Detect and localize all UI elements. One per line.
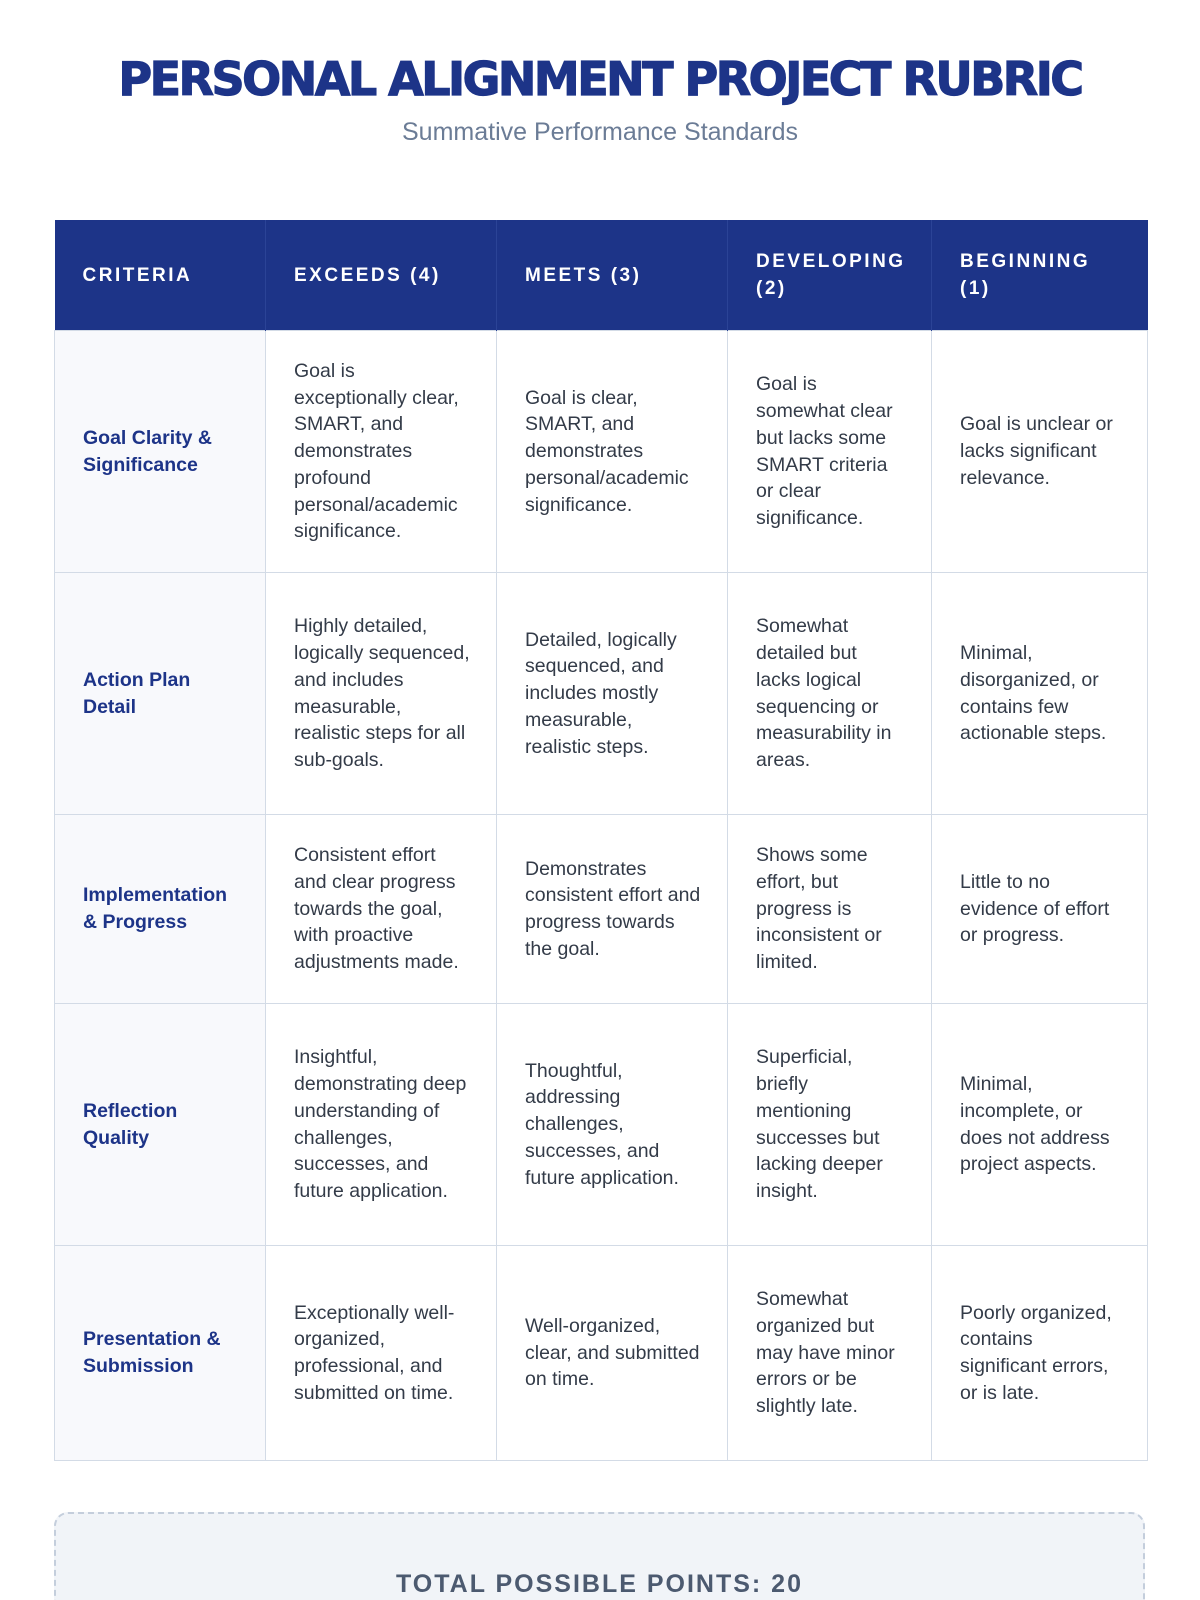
table-header-row <box>55 220 1148 331</box>
beginning-cell: Minimal, incomplete, or does not address project aspects. <box>932 1004 1148 1246</box>
meets-cell: Detailed, logically sequenced, and includes mostly measurable, realistic steps. <box>497 573 728 815</box>
meets-cell: Well-organized, clear, and submitted on time. <box>497 1246 728 1461</box>
exceeds-cell: Highly detailed, logically sequenced, and includes measurable, realistic steps for all sub-goals. <box>266 573 497 815</box>
developing-cell: Somewhat organized but may have minor errors or be slightly late. <box>728 1246 932 1461</box>
rubric-table <box>54 220 1148 1461</box>
criterion-cell: Implementation & Progress <box>55 815 266 1004</box>
exceeds-cell: Exceptionally well-organized, professional, and submitted on time. <box>266 1246 497 1461</box>
column-header-criteria: CRITERIA <box>55 220 266 331</box>
beginning-cell: Minimal, disorganized, or contains few actionable steps. <box>932 573 1148 815</box>
criterion-cell: Action Plan Detail <box>55 573 266 815</box>
total-points-label: TOTAL POSSIBLE POINTS: 20 <box>395 1570 803 1598</box>
column-header-meets: MEETS (3) <box>497 220 728 331</box>
criterion-cell: Presentation & Submission <box>55 1246 266 1461</box>
table-row <box>55 573 1148 815</box>
meets-cell: Goal is clear, SMART, and demonstrates personal/academic significance. <box>497 331 728 573</box>
total-points-box <box>54 1512 1145 1600</box>
developing-cell: Goal is somewhat clear but lacks some SMART criteria or clear significance. <box>728 331 932 573</box>
exceeds-cell: Goal is exceptionally clear, SMART, and demonstrates profound personal/academic significance. <box>266 331 497 573</box>
table-row <box>55 815 1148 1004</box>
beginning-cell: Poorly organized, contains significant errors, or is late. <box>932 1246 1148 1461</box>
meets-cell: Thoughtful, addressing challenges, successes, and future application. <box>497 1004 728 1246</box>
criterion-cell: Reflection Quality <box>55 1004 266 1246</box>
exceeds-cell: Consistent effort and clear progress towards the goal, with proactive adjustments made. <box>266 815 497 1004</box>
beginning-cell: Goal is unclear or lacks significant relevance. <box>932 331 1148 573</box>
meets-cell: Demonstrates consistent effort and progress towards the goal. <box>497 815 728 1004</box>
table-row <box>55 1246 1148 1461</box>
developing-cell: Somewhat detailed but lacks logical sequencing or measurability in areas. <box>728 573 932 815</box>
column-header-developing: DEVELOPING (2) <box>728 220 932 331</box>
exceeds-cell: Insightful, demonstrating deep understanding of challenges, successes, and future application. <box>266 1004 497 1246</box>
column-header-beginning: BEGINNING (1) <box>932 220 1148 331</box>
page-title: PERSONAL ALIGNMENT PROJECT RUBRIC <box>118 52 1082 106</box>
developing-cell: Shows some effort, but progress is inconsistent or limited. <box>728 815 932 1004</box>
criterion-cell: Goal Clarity & Significance <box>55 331 266 573</box>
table-row <box>55 331 1148 573</box>
beginning-cell: Little to no evidence of effort or progress. <box>932 815 1148 1004</box>
column-header-exceeds: EXCEEDS (4) <box>266 220 497 331</box>
developing-cell: Superficial, briefly mentioning successes but lacking deeper insight. <box>728 1004 932 1246</box>
page-subtitle: Summative Performance Standards <box>401 118 798 146</box>
table-row <box>55 1004 1148 1246</box>
